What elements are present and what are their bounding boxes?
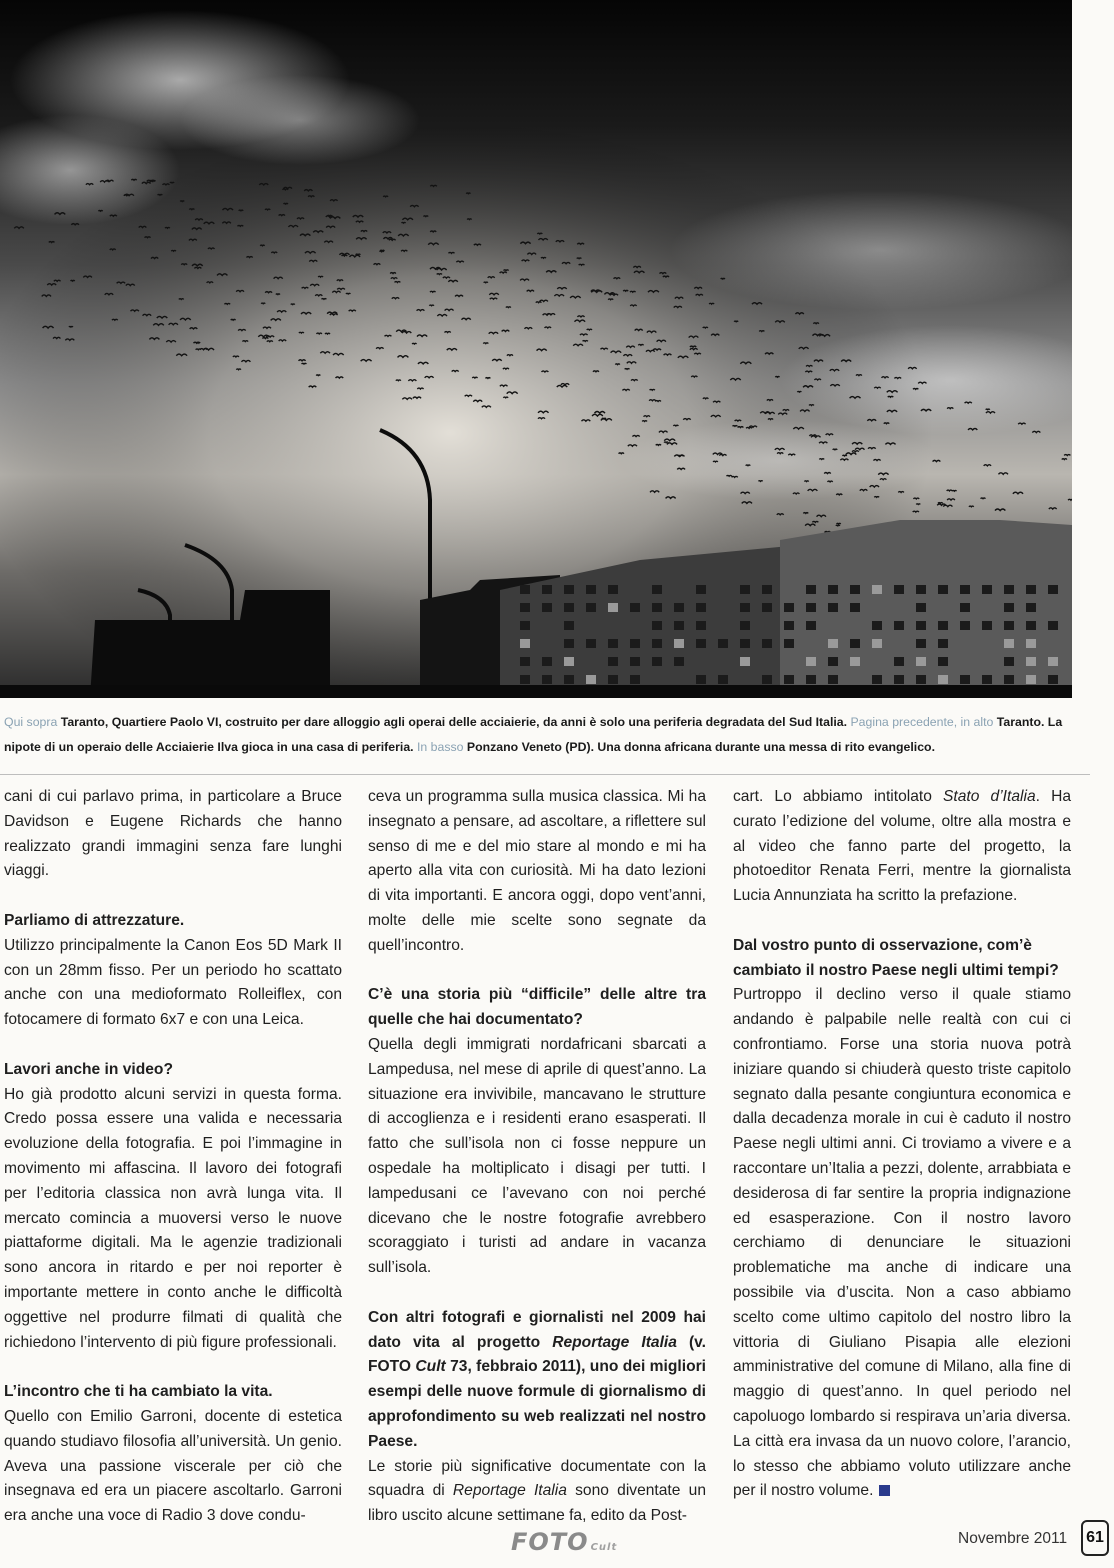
hero-photo — [0, 0, 1072, 698]
end-of-article-mark — [879, 1485, 890, 1496]
caption-text-above: Taranto, Quartiere Paolo VI, costruito per dare alloggio agli operai delle acciaierie, da anni è solo una periferia degradata del Sud Italia. — [60, 715, 848, 729]
photo-illustration — [0, 0, 1072, 698]
logo-subtext: Cult — [590, 1542, 618, 1553]
publication-title: Reportage Italia — [452, 1482, 567, 1500]
paragraph: ceva un programma sulla musica classica. Mi ha insegnato a pensare, ad ascoltare, a riflettere sul senso di me e del mio stare al mondo e mi ha aperto alla vita con curiosità. Mi ha dato lezioni di vita importanti. E ancora oggi, dopo vent’anni, molte delle mie scelte sono segnate da quell’incontro. — [368, 788, 706, 954]
publication-title: Cult — [415, 1358, 446, 1376]
question-text: Con altri fotografi e giornalisti nel 2009 hai dato vita al progetto — [368, 1308, 706, 1351]
interview-question: Parliamo di attrezzature. — [4, 911, 185, 929]
question-text: 73, febbraio 2011), uno dei migliori esempi delle nuove formule di giornalismo di approfondimento su web realizzati nel nostro Paese. — [368, 1358, 706, 1450]
paragraph-text: Le storie più significative documentate con la squadra di — [368, 1457, 706, 1500]
page-number: 61 — [1081, 1520, 1109, 1556]
paragraph: Quella degli immigrati nordafricani sbarcati a Lampedusa, nel mese di aprile di quest’anno. La situazione era invivibile, mancavano le strutture di accoglienza e i residenti erano esasperati. Il fatto che sull’isola non ci fosse neppure un ospedale ha moltiplicato i disagi per tutti. I lampedusani ce l’avevano con noi perché dicevano che le nostre fotografie avrebbero scoraggiato i turisti ad andare in vacanza sull’isola. — [368, 1035, 706, 1277]
paragraph — [368, 1455, 706, 1529]
caption-cue-above: Qui sopra — [4, 715, 58, 729]
article-column-3 — [733, 785, 1071, 1504]
caption-text-previous: Taranto. La nipote di un operaio delle Acciaierie Ilva gioca in una casa di periferia. — [4, 715, 1063, 754]
publication-title: Reportage Italia — [552, 1333, 677, 1351]
logo-text: FOTO — [511, 1528, 589, 1556]
paragraph: Ho già prodotto alcuni servizi in questa forma. Credo possa essere una valida e necessaria evoluzione della fotografia. E poi l’immagine in movimento mi affascina. Il lavoro dei fotografi per l’editoria classica non avrà lunga vita. Il mercato comincia a muoversi verso le nuove piattaforme digitali. Ma le agenzie tradizionali sono ancora in ritardo e per noi reporter è importante mettere in conto anche le difficoltà oggettive nel produrre filmati di qualità che richiedono l’intervento di più figure professionali. — [4, 1085, 342, 1351]
issue-date: Novembre 2011 — [958, 1530, 1068, 1547]
caption-text-below: Ponzano Veneto (PD). Una donna africana durante una messa di rito evangelico. — [466, 740, 935, 754]
paragraph-text: Purtroppo il declino verso il quale stiamo andando è palpabile nelle realtà con cui ci confrontiamo. Forse una storia nuova potrà iniziare quando si chiuderà questo triste capitolo segnato dalla pesante congiuntura economica e dalla decadenza morale in cui è caduto il nostro Paese negli ultimi anni. Ci troviamo a vivere e a raccontare un’Italia a pezzi, dolente, arrabbiata e desiderosa di far sentire la propria indignazione ed esasperazione. Con il nostro lavoro cerchiamo di denunciare le situazioni problematiche ma anche di indicare una possibile via d’uscita. Non a caso abbiamo scelto come ultimo capitolo del nostro libro la vittoria di Giuliano Pisapia alle elezioni amministrative del comune di Milano, alla fine di maggio di quest’anno. In quel periodo nel capoluogo lombardo si respirava un’aria diversa. La città era invasa da un nuovo colore, l’arancio, lo stesso che abbiamo voluto utilizzare anche per il nostro volume. — [733, 986, 1071, 1500]
magazine-logo — [511, 1528, 617, 1556]
question-text: (v. FOTO — [368, 1333, 706, 1376]
paragraph: Quello con Emilio Garroni, docente di estetica quando studiavo filosofia all’università. Un genio. Aveva una passione viscerale per ciò che insegnava ed era un piacere ascoltarlo. Garroni era anche una voce di Radio 3 dove condu- — [4, 1407, 342, 1525]
paragraph: Utilizzo principalmente la Canon Eos 5D Mark II con un 28mm fisso. Per un periodo ho scattato anche con una medioformato Rolleiflex, con fotocamere di formato 6x7 e con una Leica. — [4, 936, 342, 1029]
paragraph-text: . Ha curato l’edizione del volume, oltre alla mostra e al video che fanno parte del progetto, la photoeditor Renata Ferri, mentre la giornalista Lucia Annunziata ha scritto la prefazione. — [733, 788, 1071, 905]
article-column-1 — [4, 785, 342, 1529]
photo-caption — [4, 710, 1072, 760]
interview-question — [368, 1306, 706, 1455]
caption-cue-below: In basso — [417, 740, 464, 754]
article-column-2 — [368, 785, 706, 1529]
interview-question: L’incontro che ti ha cambiato la vita. — [4, 1383, 273, 1401]
paragraph-text: cart. Lo abbiamo intitolato — [733, 788, 944, 805]
caption-cue-previous: Pagina precedente, in alto — [850, 715, 994, 729]
paragraph — [733, 785, 1071, 909]
interview-question: C’è una storia più “difficile” delle altre tra quelle che hai documentato? — [368, 986, 706, 1029]
book-title: Stato d’Italia — [943, 788, 1036, 805]
caption-divider — [0, 774, 1090, 775]
paragraph-text: sono diventate un libro uscito alcune settimane fa, edito da Post- — [368, 1482, 707, 1525]
interview-question: Dal vostro punto di osservazione, com’è cambiato il nostro Paese negli ultimi tempi? — [733, 936, 1059, 979]
interview-question: Lavori anche in video? — [4, 1060, 173, 1078]
paragraph — [733, 983, 1071, 1504]
paragraph: cani di cui parlavo prima, in particolare a Bruce Davidson e Eugene Richards che hanno realizzato grandi immagini senza fare lunghi viaggi. — [4, 788, 342, 880]
